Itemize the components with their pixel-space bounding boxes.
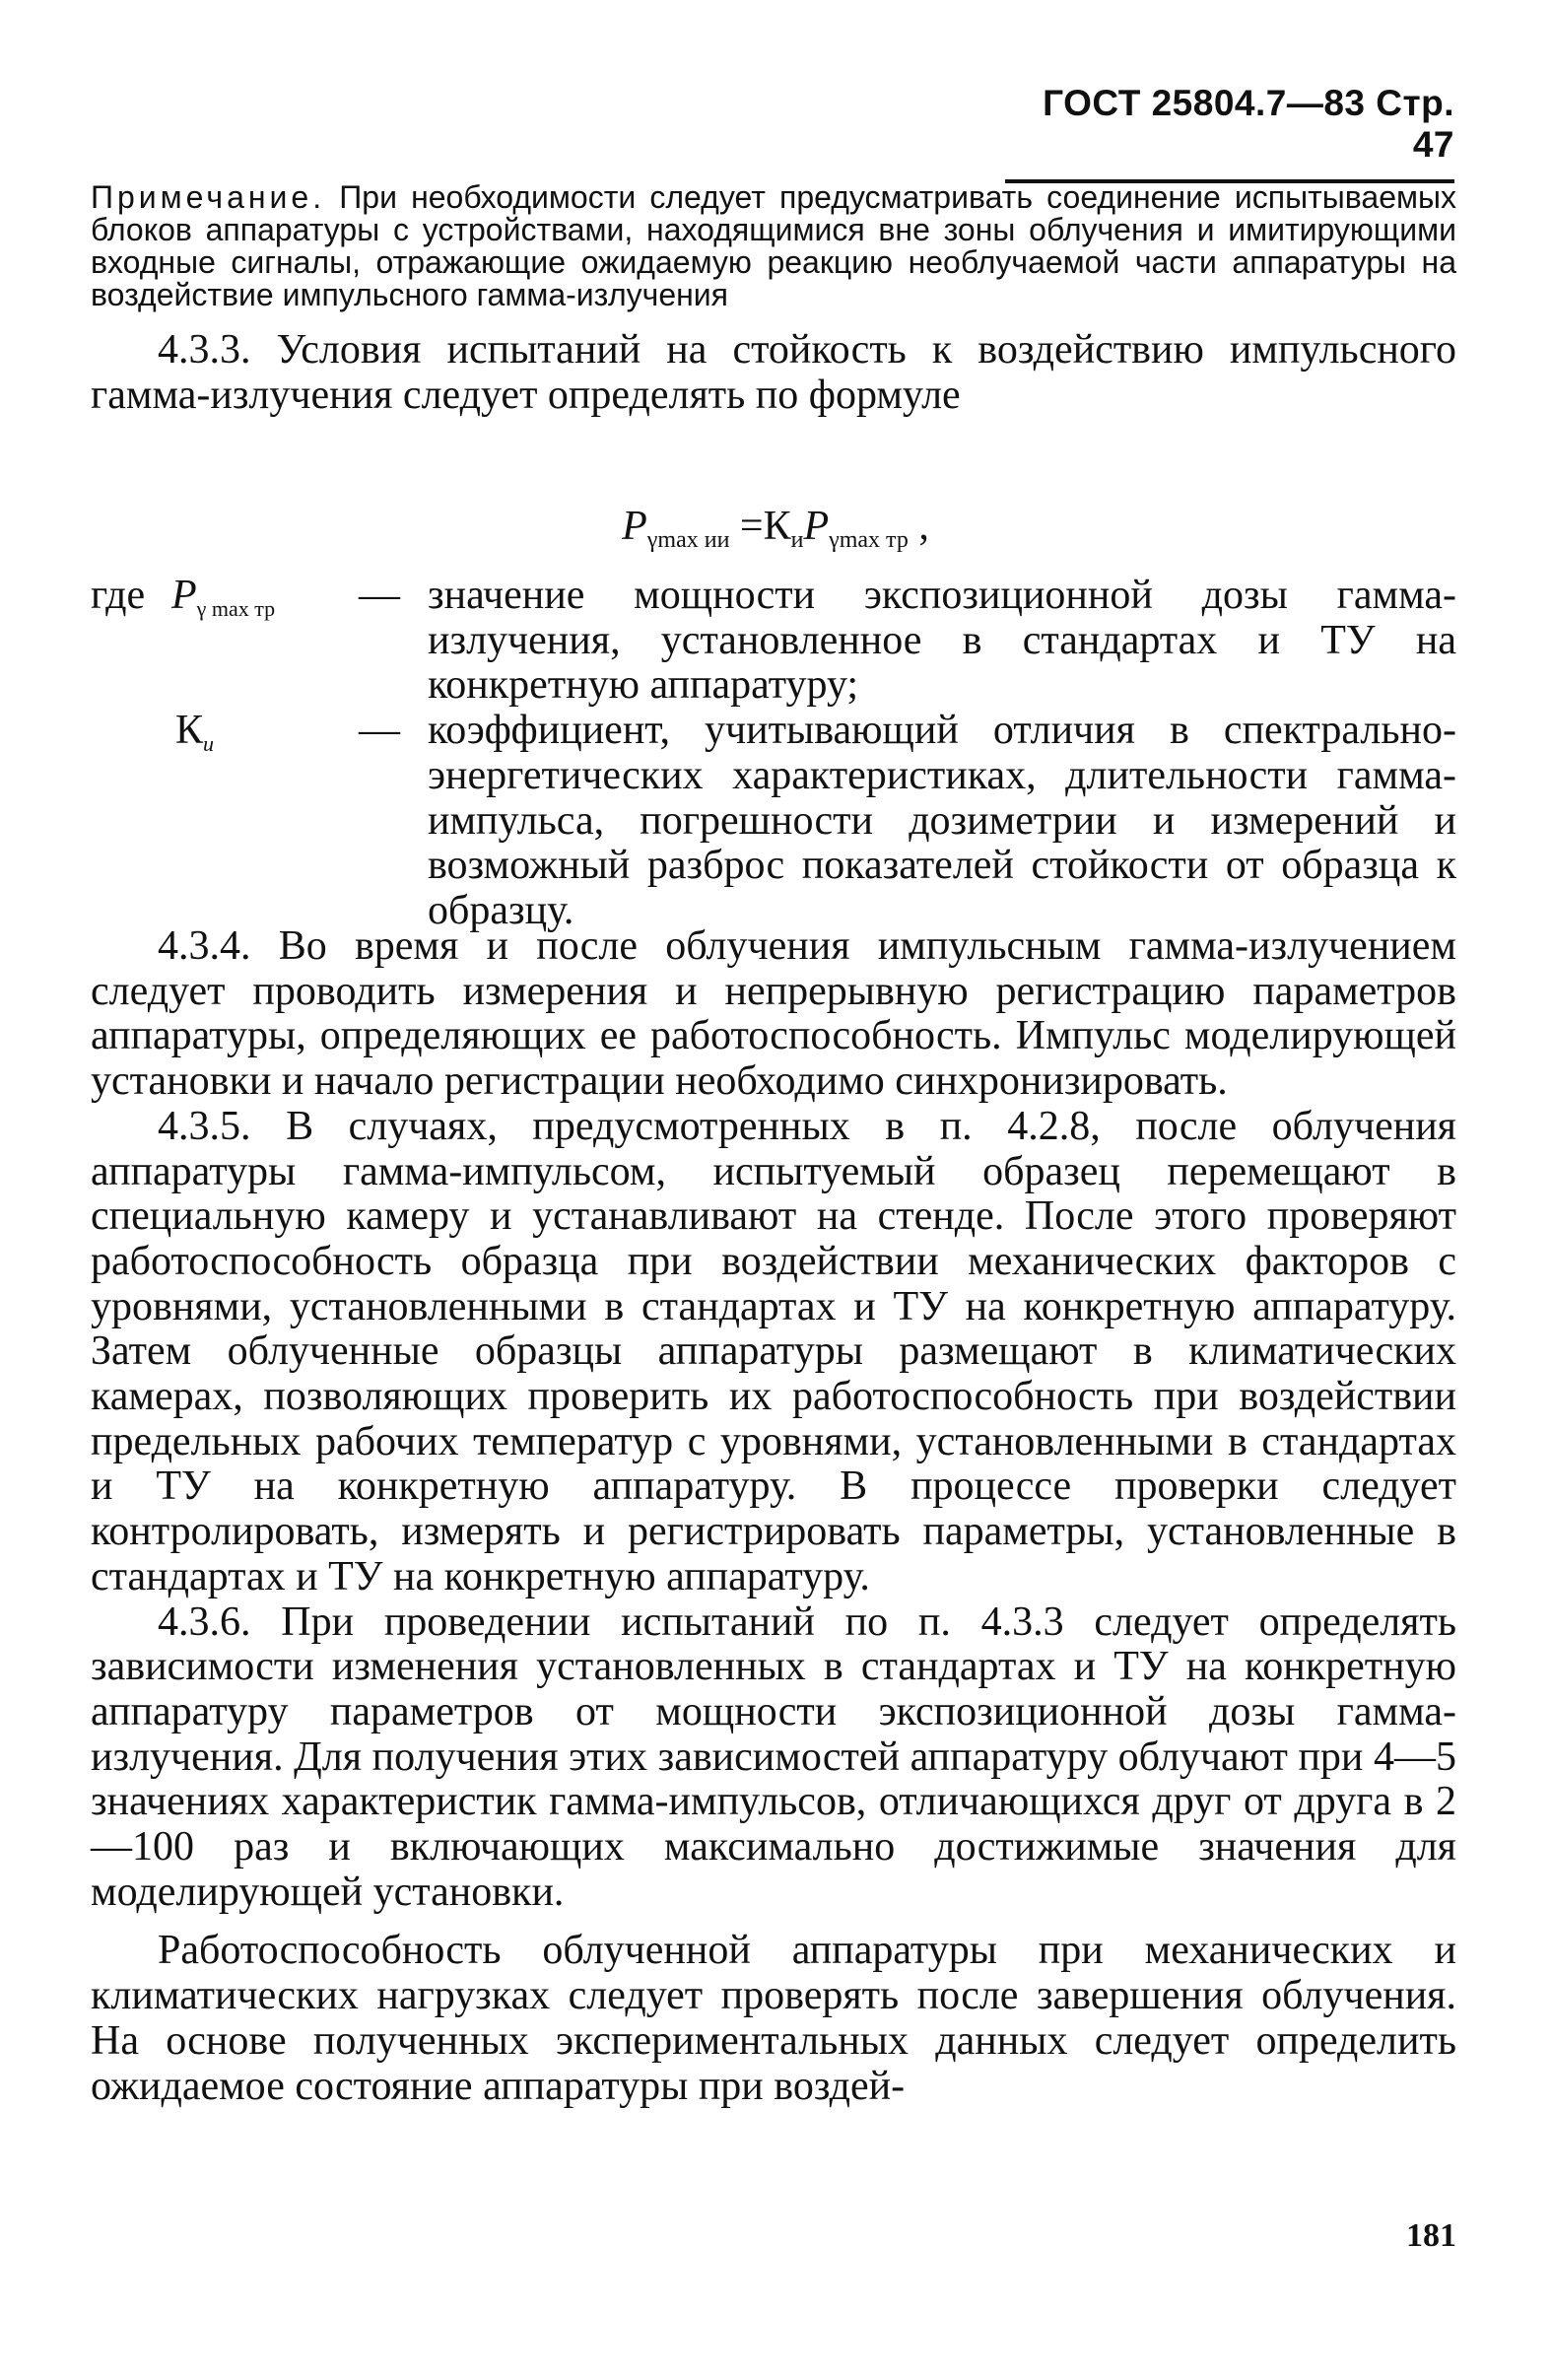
definitions-list bbox=[91, 574, 1456, 934]
formula bbox=[0, 503, 1551, 554]
definition-k bbox=[91, 709, 1456, 934]
paragraph-4-3-3: 4.3.3. Условия испытаний на стойкость к воздействию импульсного гамма-излучения следует определять по формуле bbox=[91, 327, 1456, 418]
formula-rhs-sub: γmax тр bbox=[829, 527, 909, 553]
formula-tail: , bbox=[908, 504, 929, 549]
definition-text: значение мощности экспозиционной дозы гамма-излучения, установленное в стандартах и ТУ на конкретную аппаратуру; bbox=[428, 573, 1456, 709]
paragraph-4-3-6: 4.3.6. При проведении испытаний по п. 4.3.3 следует определять зависимости изменения установленных в стандартах и ТУ на конкретную аппаратуру параметров от мощности экспозиционной дозы гамма-излучения. Для получения этих зависимостей аппаратуру облучают при 4—5 значениях характеристик гамма-импульсов, отличающихся друг от друга в 2—100 раз и включающих максимально достижимые значения для моделирующей установки. bbox=[91, 1598, 1456, 1915]
note-block bbox=[91, 181, 1456, 311]
section-4-3-3 bbox=[91, 328, 1456, 418]
note-label: Примечание. bbox=[91, 179, 326, 215]
paragraph-4-3-5: 4.3.5. В случаях, предусмотренных в п. 4.2.8, после облучения аппаратуры гамма-импульсом, испытуемый образец перемещают в специальную камеру и устанавливают на стенде. После этого проверяют работоспособность образца при воздействии механических факторов с уровнями, установленными в стандартах и ТУ на конкретную аппаратуру. Затем облученные образцы аппаратуры размещают в климатических камерах, позволяющих проверить их работоспособность при воздействии предельных рабочих температур с уровнями, установленными в стандартах и ТУ на конкретную аппаратуру. В процессе проверки следует контролировать, измерять и регистрировать параметры, установленные в стандартах и ТУ на конкретную аппаратуру. bbox=[91, 1103, 1456, 1599]
definition-symbol: Ки bbox=[175, 708, 215, 757]
note-text: При необходимости следует предусматривать соединение испытываемых блоков аппаратуры с устройствами, находящимися вне зоны облучения и имитирующими входные сигналы, отражающие ожидаемую реакцию необлучаемой части аппаратуры на воздействие импульсного гамма-излучения bbox=[91, 179, 1457, 312]
definition-p-gamma bbox=[91, 574, 1456, 709]
formula-k-sub: и bbox=[790, 527, 804, 553]
definition-symbol: Pγ max тр bbox=[171, 573, 276, 621]
definition-prefix: где bbox=[91, 573, 146, 618]
paragraph-4-3-4: 4.3.4. Во время и после облучения импульсным гамма-излучением следует проводить измерения и непрерывную регистрацию параметров аппаратуры, определяющих ее работоспособность. Импульс моделирующей установки и начало регистрации необходимо синхронизировать. bbox=[91, 923, 1456, 1105]
definition-text: коэффициент, учитывающий отличия в спектрально-энергетических характеристиках, длительности гамма-импульса, погрешности дозиметрии и измерений и возможный разброс показателей стойкости от образца к образцу. bbox=[428, 708, 1456, 933]
formula-lhs-sub: γmax ии bbox=[646, 527, 730, 553]
page-header: ГОСТ 25804.7—83 Стр. 47 bbox=[1005, 83, 1454, 183]
formula-lhs: P bbox=[622, 504, 647, 549]
definition-dash: — bbox=[359, 573, 400, 618]
formula-eq: =К bbox=[729, 504, 791, 549]
formula-rhs: P bbox=[803, 504, 830, 549]
paragraph-final: Работоспособность облученной аппаратуры при механических и климатических нагрузках следует проверять после завершения облучения. На основе полученных экспериментальных данных следует определить ожидаемое состояние аппаратуры при воздей- bbox=[91, 1928, 1456, 2109]
definition-dash: — bbox=[359, 708, 400, 754]
sections-4-3-4-to-end bbox=[91, 924, 1456, 2109]
page-number: 181 bbox=[1406, 2217, 1456, 2254]
